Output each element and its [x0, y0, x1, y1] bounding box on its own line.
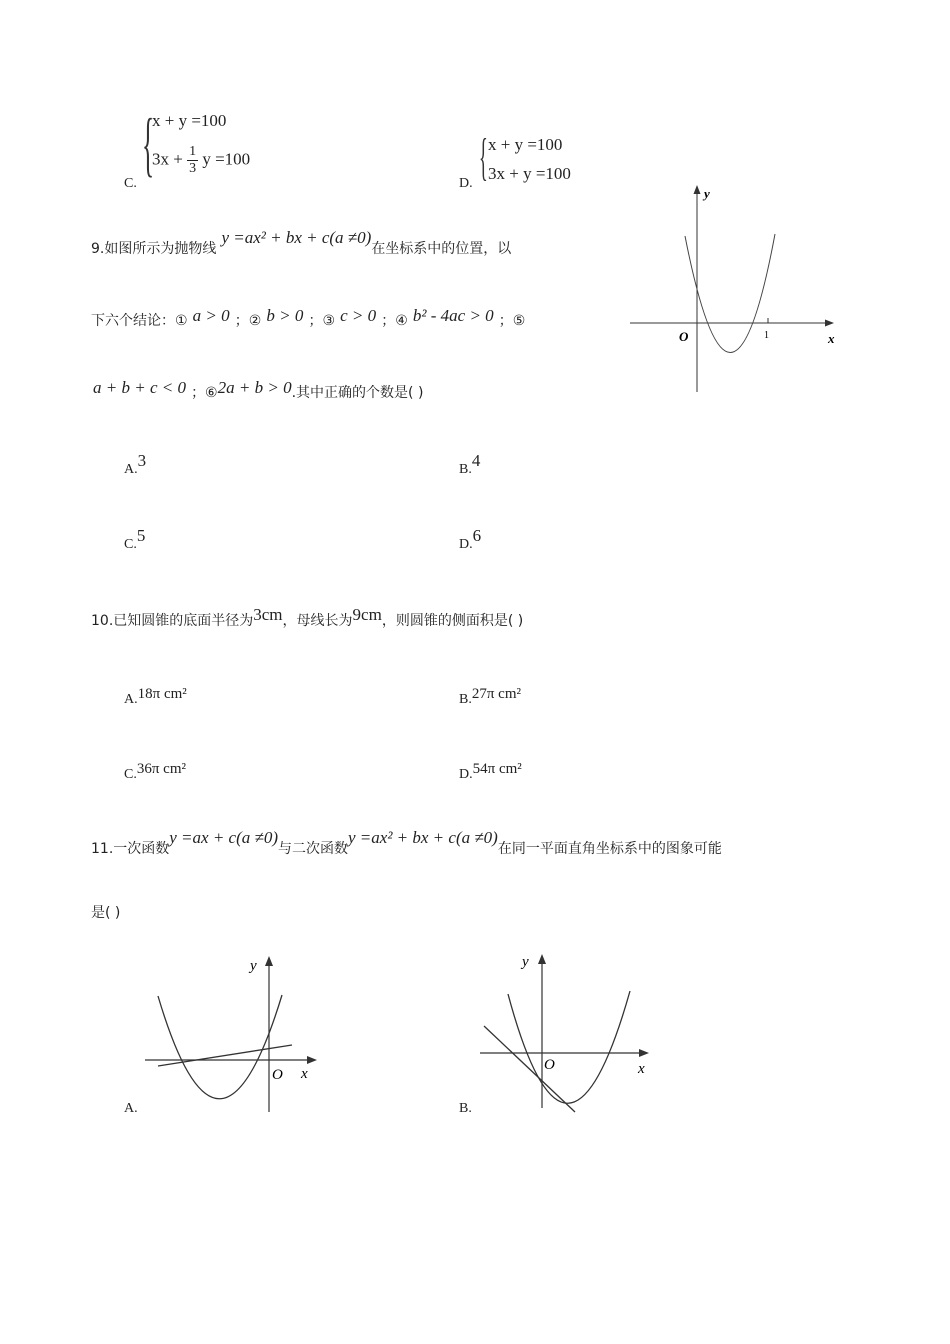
y-arrow-icon	[694, 185, 701, 194]
option-label: B.	[459, 1101, 472, 1116]
q11-text3: 在同一平面直角坐标系中的图象可能	[497, 841, 722, 857]
frac-num: 1	[189, 144, 197, 159]
q11-linear-formula: y =ax + c(a ≠0)	[169, 828, 278, 847]
q10-radius: 3cm	[253, 605, 283, 624]
q8-c-eq1: x + y =100	[152, 111, 227, 130]
conclusion-mark: ；③	[308, 313, 336, 329]
conclusion-mark: ；⑥	[191, 385, 218, 401]
option-value: 6	[472, 526, 482, 545]
option-value: 36π cm²	[136, 761, 186, 777]
option-value: 5	[136, 526, 146, 545]
q9-formula: y =ax² + bx + c(a ≠0)	[221, 228, 372, 247]
brace-icon: {	[479, 129, 488, 186]
option-value: 27π cm²	[471, 686, 521, 702]
q9-parabola-graph	[622, 180, 844, 400]
option-label: D.	[459, 537, 473, 552]
q9-line2-prefix: 下六个结论：	[91, 313, 175, 329]
origin-label: O	[679, 329, 689, 344]
conclusion-6: 2a + b > 0	[217, 378, 292, 397]
option-value: 18π cm²	[137, 686, 187, 702]
conclusion-1: a > 0	[192, 306, 230, 325]
option-label: A.	[124, 462, 138, 477]
question-number: 10.	[91, 613, 114, 629]
origin-label: O	[272, 1067, 283, 1083]
fraction	[187, 144, 198, 177]
q9-line1	[91, 228, 512, 258]
q9-text1: 如图所示为抛物线	[104, 241, 217, 257]
q9-option-c	[124, 526, 146, 553]
option-label: C.	[124, 176, 137, 191]
q10-option-c	[124, 763, 186, 783]
q9-line2	[91, 306, 526, 330]
y-axis-label: y	[250, 958, 257, 974]
conclusion-5: a + b + c < 0	[93, 378, 186, 397]
conclusion-mark: ；⑤	[498, 313, 526, 329]
q9-option-d	[459, 526, 482, 553]
option-label: D.	[459, 767, 473, 782]
q8-d-eq2: 3x + y =100	[488, 164, 571, 183]
question-number: 11.	[91, 841, 114, 857]
q10-text	[91, 605, 524, 630]
q8-c-eq2-pre: 3x +	[152, 149, 183, 169]
option-value: 3	[137, 451, 147, 470]
parabola-curve	[685, 234, 775, 353]
q10-slant: 9cm	[352, 605, 382, 624]
q11-text2: 与二次函数	[278, 841, 348, 857]
q8-c-eq2	[152, 144, 250, 177]
q11-graph-b	[475, 946, 665, 1116]
tick-label: 1	[764, 330, 769, 341]
option-label: B.	[459, 692, 472, 707]
q11-line1	[91, 828, 722, 858]
conclusion-mark: ；④	[381, 313, 408, 329]
y-arrow-icon	[265, 956, 273, 966]
conclusion-4: b² - 4ac > 0	[412, 306, 494, 325]
x-axis-label: x	[301, 1066, 308, 1082]
q11-quadratic-formula: y =ax² + bx + c(a ≠0)	[348, 828, 498, 847]
q10-option-d	[459, 763, 522, 783]
option-value: 4	[471, 451, 481, 470]
option-value: 54π cm²	[472, 761, 522, 777]
q9-line3	[93, 378, 424, 402]
q10-option-a	[124, 688, 187, 708]
y-axis-label: y	[522, 954, 529, 970]
x-axis-label: x	[638, 1061, 645, 1077]
q9-tail: .其中正确的个数是( )	[291, 385, 424, 401]
question-number: 9.	[91, 241, 105, 257]
parabola-curve	[158, 995, 282, 1099]
option-label: A.	[124, 1101, 138, 1116]
conclusion-mark: ；②	[234, 313, 262, 329]
q9-text2: 在坐标系中的位置，以	[371, 241, 512, 257]
q8-c-eq2-post: y =100	[202, 149, 251, 169]
option-label: C.	[124, 537, 137, 552]
line-graph	[484, 1026, 575, 1112]
option-label: D.	[459, 176, 473, 191]
parabola-curve	[508, 991, 630, 1103]
conclusion-mark: ①	[175, 313, 188, 329]
option-label: B.	[459, 462, 472, 477]
x-arrow-icon	[307, 1056, 317, 1064]
brace-icon: {	[142, 104, 155, 184]
q10-option-b	[459, 688, 521, 708]
y-arrow-icon	[538, 954, 546, 964]
conclusion-3: c > 0	[340, 306, 377, 325]
q10-text2: ，母线长为	[282, 613, 353, 629]
x-arrow-icon	[639, 1049, 649, 1057]
x-arrow-icon	[825, 320, 834, 327]
option-label: A.	[124, 692, 138, 707]
y-axis-label: y	[704, 186, 710, 201]
q9-option-b	[459, 451, 481, 478]
q11-graph-a	[140, 950, 330, 1120]
option-label: C.	[124, 767, 137, 782]
x-axis-label: x	[828, 331, 835, 346]
q9-option-a	[124, 451, 147, 478]
q11-line2: 是( )	[91, 905, 121, 921]
q11-text1: 一次函数	[113, 841, 170, 857]
origin-label: O	[544, 1057, 555, 1073]
q10-text1: 已知圆锥的底面半径为	[113, 613, 254, 629]
frac-den: 3	[189, 161, 197, 176]
q8-d-eq1: x + y =100	[488, 135, 563, 154]
q10-text3: ，则圆锥的侧面积是( )	[381, 613, 524, 629]
line-graph	[158, 1045, 292, 1066]
conclusion-2: b > 0	[266, 306, 304, 325]
